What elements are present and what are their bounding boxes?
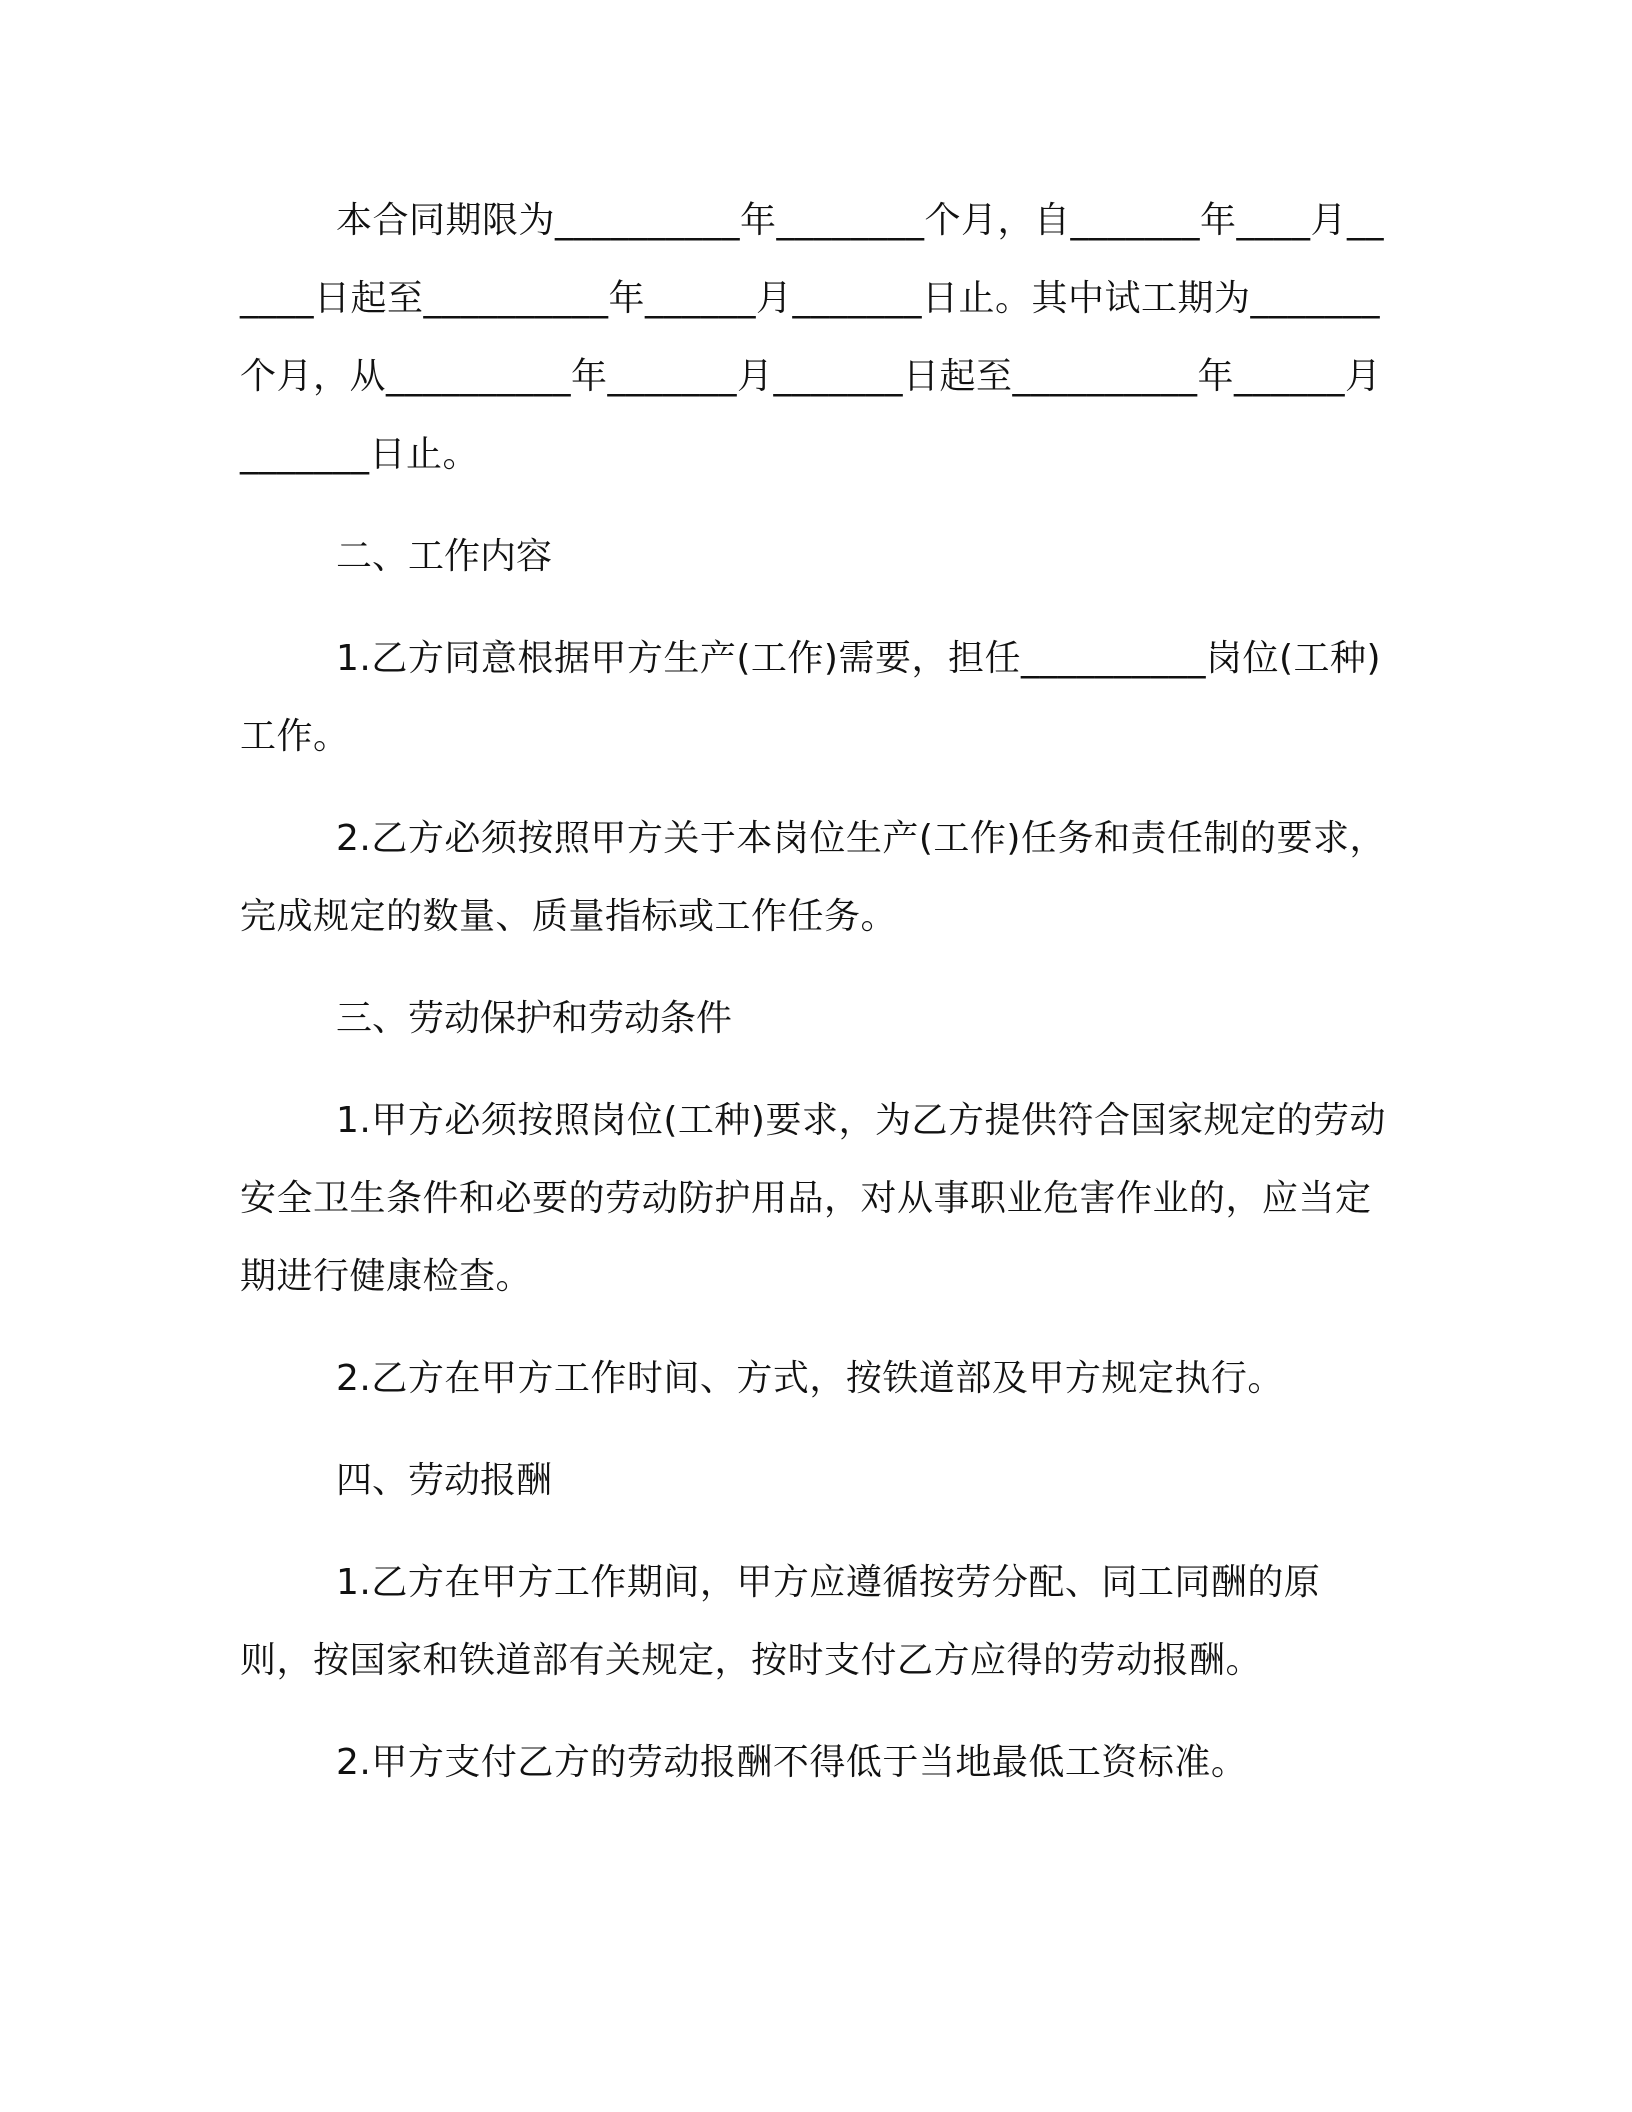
remuneration-item-2: 2.甲方支付乙方的劳动报酬不得低于当地最低工资标准。 xyxy=(336,1742,1248,1783)
work-content-item-1: 1.乙方同意根据甲方生产(工作)需要，担任__________岗位(工种)工作。 xyxy=(240,638,1382,757)
document-body xyxy=(240,182,1390,1826)
remuneration-item-1: 1.乙方在甲方工作期间，甲方应遵循按劳分配、同工同酬的原则，按国家和铁道部有关规定，按时支付乙方应得的劳动报酬。 xyxy=(240,1562,1321,1681)
section-heading-remuneration: 四、劳动报酬 xyxy=(336,1460,553,1501)
section-heading-labor-protection: 三、劳动保护和劳动条件 xyxy=(336,998,733,1039)
work-content-item-2: 2.乙方必须按照甲方关于本岗位生产(工作)任务和责任制的要求，完成规定的数量、质量指标或工作任务。 xyxy=(240,818,1386,937)
contract-term-paragraph: 本合同期限为__________年________个月，自_______年____月______日起至__________年______月_______日止。其中试工期为_______个月，从__________年_______月_______日起至__________年______月_______日止。 xyxy=(240,200,1385,475)
section-heading-work-content: 二、工作内容 xyxy=(336,536,553,577)
labor-protection-item-2: 2.乙方在甲方工作时间、方式，按铁道部及甲方规定执行。 xyxy=(336,1358,1284,1399)
labor-protection-item-1: 1.甲方必须按照岗位(工种)要求，为乙方提供符合国家规定的劳动安全卫生条件和必要的劳动防护用品，对从事职业危害作业的，应当定期进行健康检查。 xyxy=(240,1100,1386,1297)
